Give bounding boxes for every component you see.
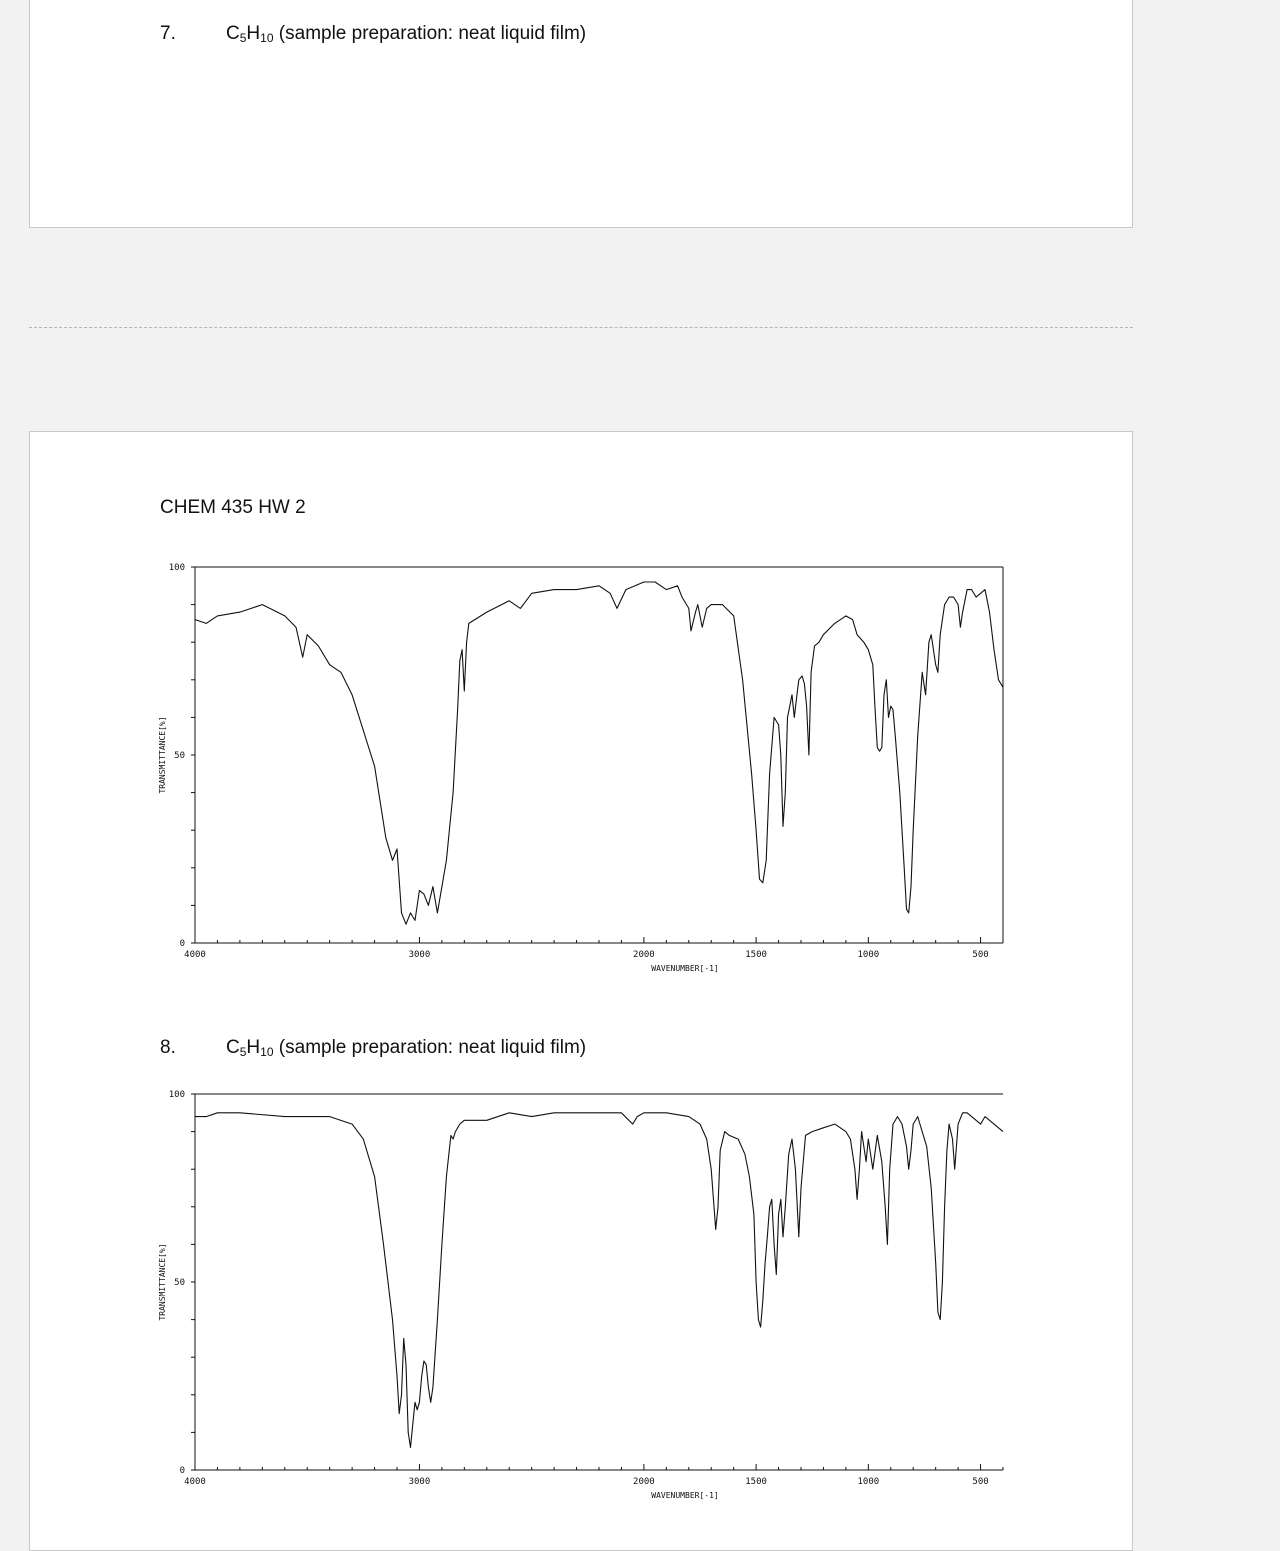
y-axis-label: TRANSMITTANCE[%] [158, 716, 167, 794]
x-tick-label: 3000 [408, 1477, 431, 1487]
spectrum-trace [195, 1113, 1003, 1448]
page-break-divider [29, 327, 1133, 328]
x-tick-label: 1500 [745, 950, 767, 960]
y-tick-label: 50 [174, 751, 185, 761]
x-tick-label: 1000 [857, 950, 880, 960]
document-title: CHEM 435 HW 2 [160, 497, 306, 518]
formula-c-subscript: 5 [239, 31, 247, 45]
sample-preparation-text: (sample preparation: neat liquid film) [278, 23, 587, 44]
x-tick-label: 2000 [633, 950, 655, 960]
formula-c-subscript: 5 [239, 1045, 247, 1059]
ir-spectrum-1 [0, 555, 1280, 980]
sample-preparation-text: (sample preparation: neat liquid film) [278, 1037, 587, 1058]
y-tick-label: 50 [174, 1278, 185, 1288]
formula-h-subscript: 10 [260, 1045, 274, 1059]
x-tick-label: 2000 [633, 1477, 655, 1487]
question-7-number: 7. [160, 23, 176, 44]
y-tick-label: 100 [168, 563, 185, 573]
x-axis-label: WAVENUMBER[-1] [651, 1491, 719, 1500]
formula-h: H [246, 23, 261, 44]
x-tick-label: 1000 [857, 1477, 880, 1487]
x-tick-label: 500 [972, 950, 989, 960]
y-axis-label: TRANSMITTANCE[%] [158, 1243, 167, 1321]
question-8-number: 8. [160, 1037, 176, 1058]
formula-h: H [246, 1037, 261, 1058]
formula-c: C [226, 1037, 240, 1058]
formula-h-subscript: 10 [260, 31, 274, 45]
y-tick-label: 0 [179, 1466, 185, 1476]
ir-spectrum-2 [0, 1082, 1280, 1507]
x-axis-label: WAVENUMBER[-1] [651, 964, 719, 973]
x-tick-label: 1500 [745, 1477, 767, 1487]
y-tick-label: 100 [168, 1090, 185, 1100]
x-tick-label: 4000 [184, 950, 206, 960]
x-tick-label: 500 [972, 1477, 989, 1487]
x-tick-label: 3000 [408, 950, 431, 960]
question-7-text [226, 23, 586, 45]
y-tick-label: 0 [179, 939, 185, 949]
formula-c: C [226, 23, 240, 44]
spectrum-trace [195, 582, 1003, 924]
x-tick-label: 4000 [184, 1477, 206, 1487]
question-8-text [226, 1037, 586, 1059]
